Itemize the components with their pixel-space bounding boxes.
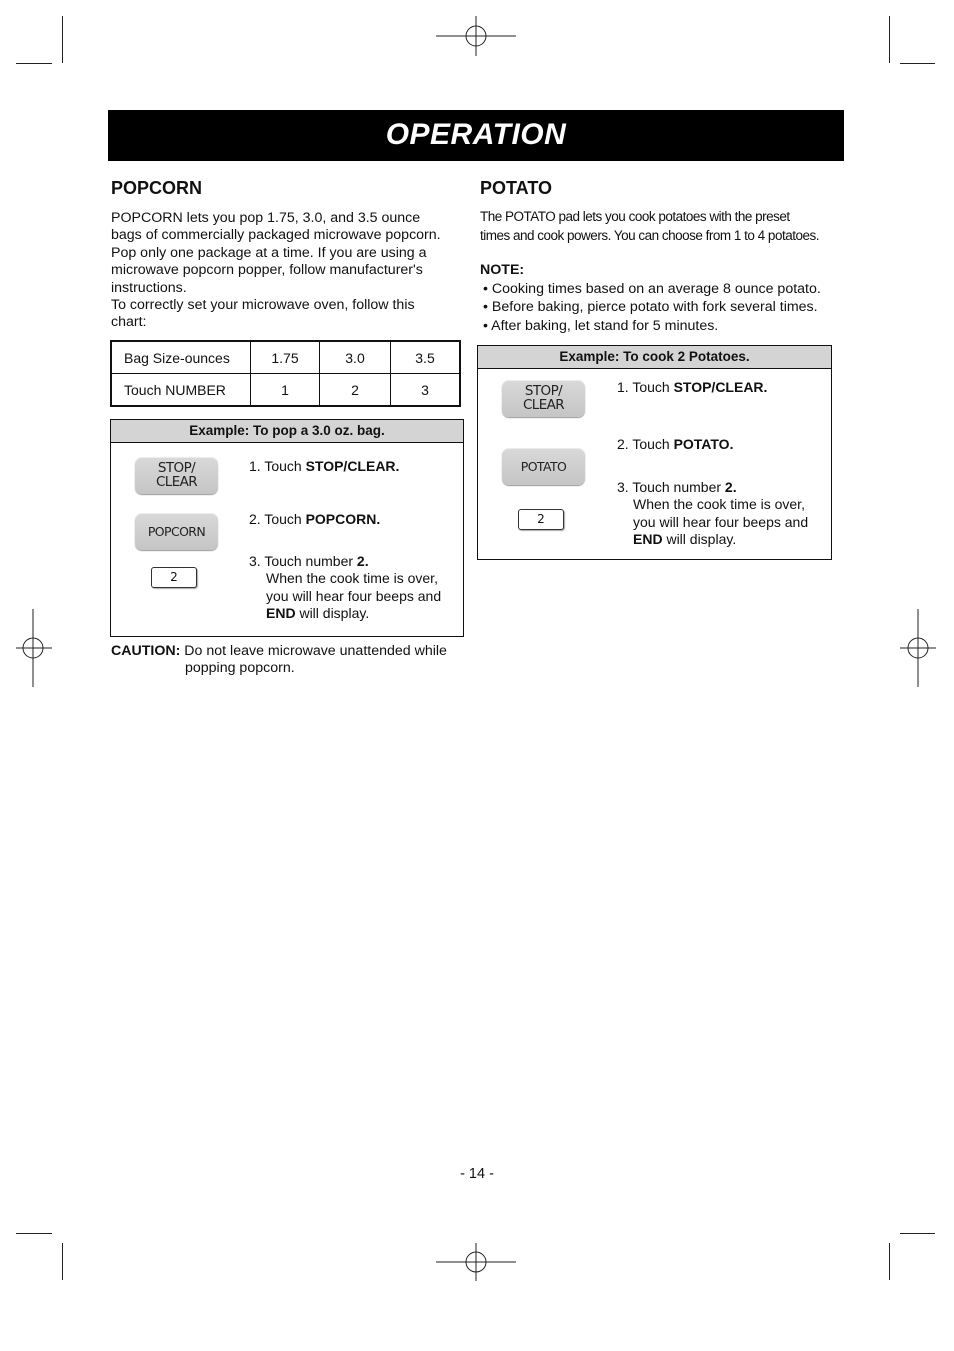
- popcorn-chart-table: [110, 340, 461, 407]
- potato-step-1: [617, 379, 767, 396]
- caution-note: [111, 643, 461, 678]
- stop-clear-key[interactable]: [502, 380, 585, 417]
- popcorn-intro-line: instructions.: [111, 279, 187, 296]
- step-text: you will hear four beeps and: [633, 513, 809, 530]
- section-banner: [108, 110, 844, 161]
- potato-intro: [480, 208, 840, 245]
- page-number: - 14 -: [460, 1166, 494, 1182]
- step-emphasis: POTATO.: [673, 436, 734, 452]
- registration-mark-left: [16, 609, 52, 687]
- stop-clear-key[interactable]: [135, 457, 218, 494]
- potato-intro-line: times and cook powers. You can choose from 1 to 4 potatoes.: [480, 227, 819, 243]
- popcorn-intro-line: chart:: [111, 314, 147, 331]
- potato-key[interactable]: POTATO: [502, 448, 585, 485]
- potato-example-title: Example: To cook 2 Potatoes.: [478, 346, 831, 369]
- popcorn-key[interactable]: POPCORN: [135, 513, 218, 550]
- note-item: • Before baking, pierce potato with fork several times.: [483, 299, 818, 316]
- potato-intro-line: The POTATO pad lets you cook potatoes with the preset: [480, 209, 790, 224]
- step-text: 1. Touch: [617, 379, 674, 395]
- popcorn-intro-line: bags of commercially packaged microwave popcorn.: [111, 227, 441, 244]
- step-text: When the cook time is over,: [266, 570, 438, 587]
- table-cell: Touch NUMBER: [111, 374, 251, 407]
- popcorn-intro: [111, 210, 456, 332]
- registration-mark-right: [900, 609, 936, 687]
- table-cell: 3.0: [320, 341, 391, 374]
- step-emphasis: STOP/CLEAR.: [673, 379, 768, 395]
- popcorn-heading: POPCORN: [111, 178, 203, 198]
- caution-label: CAUTION:: [111, 643, 181, 659]
- step-text: 1. Touch: [249, 458, 306, 474]
- note-item: • After baking, let stand for 5 minutes.: [483, 317, 719, 334]
- potato-step-3: [617, 479, 808, 549]
- potato-step-2: [617, 436, 733, 453]
- table-cell: 1: [251, 374, 320, 407]
- step-text: 2. Touch: [249, 511, 306, 527]
- key-label: CLEAR: [155, 474, 198, 490]
- table-cell: 3.5: [391, 341, 461, 374]
- step-emphasis: STOP/CLEAR.: [305, 458, 400, 474]
- registration-mark-top: [436, 16, 516, 56]
- table-row: [111, 341, 460, 374]
- table-cell: 1.75: [251, 341, 320, 374]
- number-2-key[interactable]: 2: [518, 509, 564, 530]
- popcorn-intro-line: Pop only one package at a time. If you are using a: [111, 244, 427, 261]
- note-item: • Cooking times based on an average 8 ounce potato.: [483, 280, 821, 297]
- table-row: [111, 374, 460, 407]
- key-label: STOP/: [524, 383, 563, 399]
- step-text: 2. Touch: [617, 436, 674, 452]
- popcorn-step-3: [249, 553, 441, 623]
- step-emphasis: 2.: [356, 553, 369, 569]
- registration-mark-bottom: [436, 1243, 516, 1281]
- note-label: NOTE:: [480, 262, 525, 278]
- popcorn-intro-line: POPCORN lets you pop 1.75, 3.0, and 3.5 ounce: [111, 210, 421, 226]
- number-2-key[interactable]: 2: [151, 567, 197, 588]
- step-text: 3. Touch number: [617, 479, 725, 495]
- step-emphasis: END: [266, 605, 296, 622]
- potato-example-box: [477, 345, 832, 560]
- step-emphasis: END: [633, 531, 663, 548]
- potato-heading: POTATO: [480, 178, 552, 198]
- popcorn-step-2: [249, 511, 380, 528]
- potato-note: [480, 261, 840, 335]
- caution-text: popping popcorn.: [185, 660, 295, 677]
- step-emphasis: POPCORN.: [305, 511, 381, 527]
- table-cell: 2: [320, 374, 391, 407]
- page-title: OPERATION: [385, 118, 567, 151]
- table-cell: Bag Size-ounces: [111, 341, 251, 374]
- step-text: you will hear four beeps and: [266, 587, 442, 604]
- step-text: 3. Touch number: [249, 553, 357, 569]
- caution-text: Do not leave microwave unattended while: [180, 643, 447, 659]
- key-label: STOP/: [157, 460, 196, 476]
- step-text: will display.: [295, 605, 370, 622]
- step-text: will display.: [662, 531, 737, 548]
- popcorn-example-box: [110, 419, 464, 637]
- step-text: When the cook time is over,: [633, 496, 805, 513]
- step-emphasis: 2.: [724, 479, 737, 495]
- key-label: CLEAR: [522, 397, 565, 413]
- popcorn-intro-line: microwave popcorn popper, follow manufacturer's: [111, 262, 423, 279]
- table-cell: 3: [391, 374, 461, 407]
- popcorn-step-1: [249, 458, 399, 475]
- popcorn-intro-line: To correctly set your microwave oven, follow this: [111, 297, 415, 314]
- popcorn-example-title: Example: To pop a 3.0 oz. bag.: [111, 420, 463, 443]
